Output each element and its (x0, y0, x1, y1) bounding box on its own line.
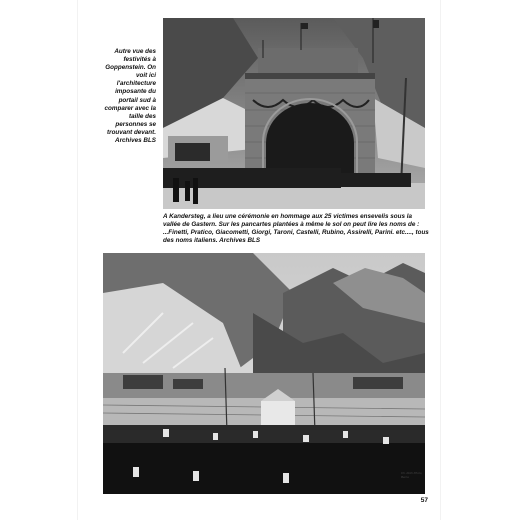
photo-credit: Ch. Roth Photo, Berne (401, 471, 423, 479)
page-number: 57 (420, 497, 428, 504)
ceremony-photo (103, 253, 425, 494)
goppenstein-caption: Autre vue des festivités à Goppenstein. On voit ici l'architecture imposante du portail sud à comparer avec la taille des personnes se trouvant devant. Archives BLS (104, 48, 156, 145)
kandersteg-caption: A Kandersteg, a lieu une cérémonie en hommage aux 25 victimes ensevelis sous la vallée de Gastern. Sur les pancartes plantées à même le sol on peut lire les noms de : ...Finetti, Pratico, Giacometti, Giorgi, Taroni, Castelli, Rubino, Assirelli, Parini. etc...., tous des noms italiens. Archives BLS (163, 213, 429, 245)
tunnel-portal-photo (163, 18, 425, 209)
